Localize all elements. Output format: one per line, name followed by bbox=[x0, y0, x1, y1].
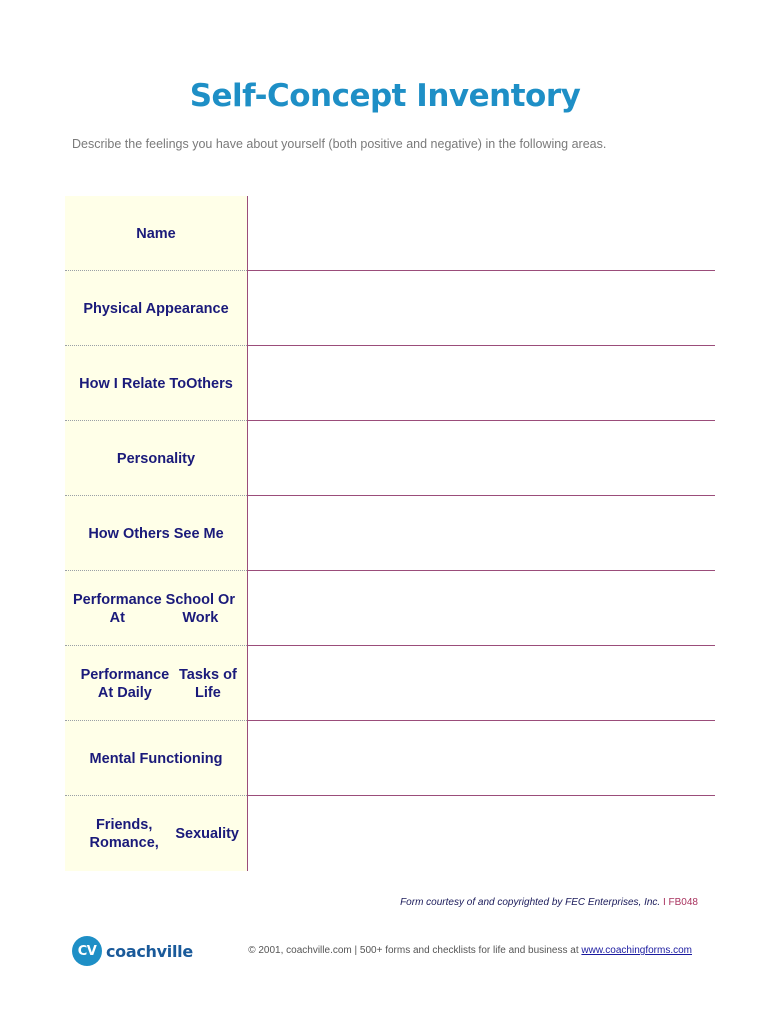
inventory-row bbox=[65, 271, 715, 346]
answer-field[interactable] bbox=[248, 721, 715, 796]
inventory-row bbox=[65, 496, 715, 571]
instructions: Describe the feelings you have about yourself (both positive and negative) in the following areas. bbox=[72, 137, 607, 151]
row-label-line: How I Relate To bbox=[79, 375, 187, 392]
row-label bbox=[65, 271, 247, 346]
answer-field[interactable] bbox=[248, 421, 715, 496]
inventory-row bbox=[65, 721, 715, 796]
row-label-line: Tasks of Life bbox=[179, 666, 237, 701]
inventory-row bbox=[65, 796, 715, 871]
inventory-row bbox=[65, 646, 715, 721]
inventory-table bbox=[65, 196, 715, 871]
row-label-line: Personality bbox=[116, 450, 196, 467]
row-label bbox=[65, 496, 247, 571]
footer-note bbox=[248, 945, 692, 956]
answer-field[interactable] bbox=[248, 796, 715, 871]
page-title: Self-Concept Inventory bbox=[189, 78, 581, 114]
row-label-line: School Or Work bbox=[165, 591, 235, 626]
answer-field[interactable] bbox=[248, 271, 715, 346]
copyright-credit bbox=[400, 897, 698, 908]
answer-field[interactable] bbox=[248, 346, 715, 421]
logo-badge: CV bbox=[72, 936, 102, 966]
inventory-row bbox=[65, 196, 715, 271]
row-label bbox=[65, 646, 247, 721]
row-label bbox=[65, 196, 247, 271]
row-label-line: Performance At bbox=[73, 591, 162, 626]
footer-copyright: © 2001, coachville.com | 500+ forms and checklists for life and business at bbox=[248, 945, 579, 956]
row-label bbox=[65, 721, 247, 796]
logo-wordmark: coachville bbox=[106, 941, 193, 961]
inventory-row bbox=[65, 421, 715, 496]
row-label bbox=[65, 346, 247, 421]
coachville-logo bbox=[72, 936, 193, 966]
inventory-row bbox=[65, 571, 715, 646]
row-label-line: Name bbox=[136, 225, 176, 242]
answer-field[interactable] bbox=[248, 496, 715, 571]
coachingforms-link[interactable]: www.coachingforms.com bbox=[581, 945, 692, 956]
row-label-line: Performance At Daily bbox=[80, 666, 170, 701]
row-label-line: Mental Functioning bbox=[89, 750, 223, 767]
form-code: I FB048 bbox=[662, 897, 698, 908]
answer-field[interactable] bbox=[248, 196, 715, 271]
credit-text: Form courtesy of and copyrighted by FEC Enterprises, Inc. bbox=[400, 897, 661, 908]
row-label-line: Friends, Romance, bbox=[89, 816, 159, 851]
row-label-line: Physical Appearance bbox=[83, 300, 229, 317]
inventory-row bbox=[65, 346, 715, 421]
answer-field[interactable] bbox=[248, 646, 715, 721]
row-label bbox=[65, 421, 247, 496]
row-label-line: Sexuality bbox=[175, 825, 239, 842]
row-label bbox=[65, 571, 247, 646]
row-label bbox=[65, 796, 247, 871]
answer-field[interactable] bbox=[248, 571, 715, 646]
row-label-line: Others bbox=[186, 375, 233, 392]
row-label-line: How Others See Me bbox=[88, 525, 224, 542]
